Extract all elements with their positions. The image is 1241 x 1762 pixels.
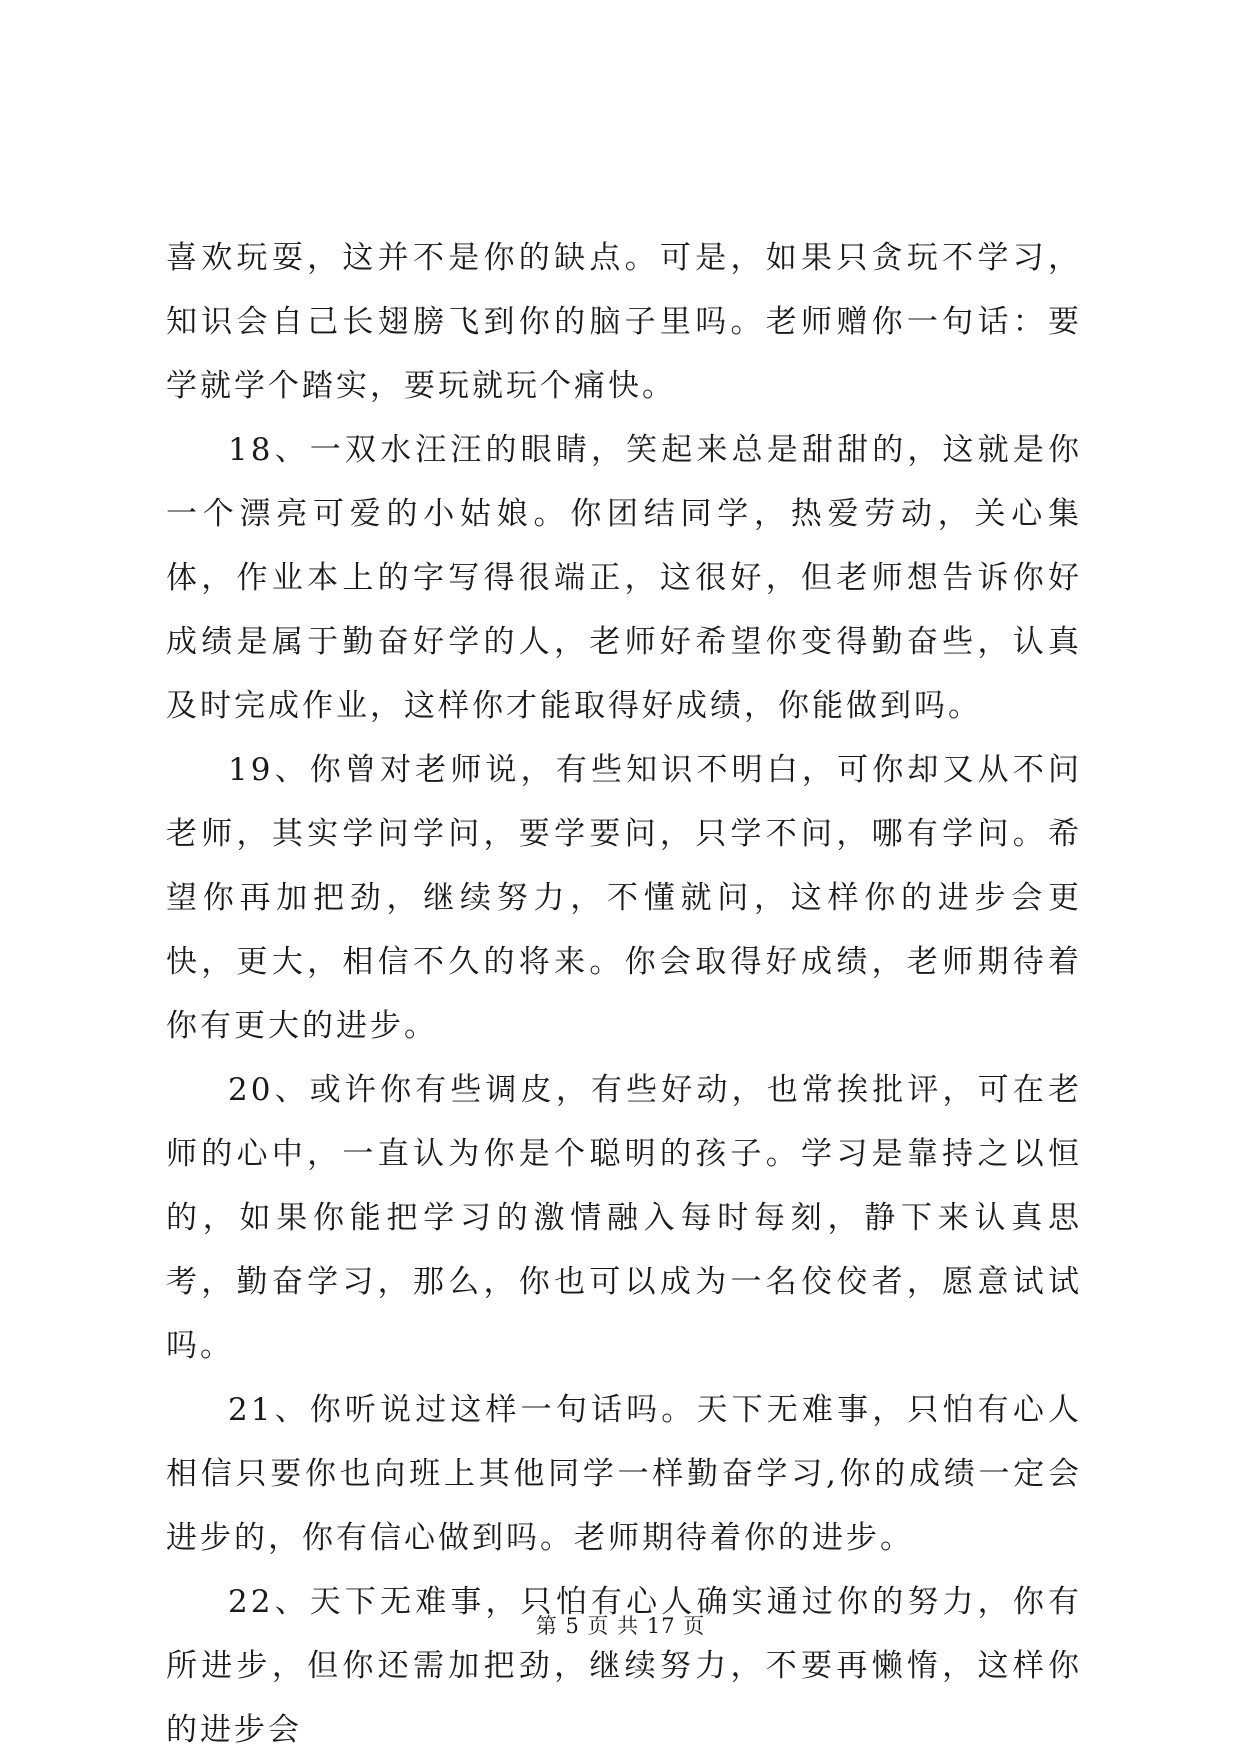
body-text	[166, 226, 1082, 1762]
paragraph-continued: 喜欢玩耍，这并不是你的缺点。可是，如果只贪玩不学习，知识会自己长翅膀飞到你的脑子里吗。老师赠你一句话：要学就学个踏实，要玩就玩个痛快。	[166, 240, 1082, 404]
paragraph-20: 20、或许你有些调皮，有些好动，也常挨批评，可在老师的心中，一直认为你是个聪明的孩子。学习是靠持之以恒的，如果你能把学习的激情融入每时每刻，静下来认真思考，勤奋学习，那么，你也可以成为一名佼佼者，愿意试试吗。	[166, 1072, 1082, 1364]
paragraph-22: 22、天下无难事，只怕有心人确实通过你的努力，你有所进步，但你还需加把劲，继续努力，不要再懒惰，这样你的进步会	[166, 1584, 1082, 1748]
paragraph-21: 21、你听说过这样一句话吗。天下无难事，只怕有心人相信只要你也向班上其他同学一样勤奋学习,你的成绩一定会进步的，你有信心做到吗。老师期待着你的进步。	[166, 1392, 1082, 1556]
page-footer: 第 5 页 共 17 页	[535, 1614, 706, 1638]
paragraph-18: 18、一双水汪汪的眼睛，笑起来总是甜甜的，这就是你一个漂亮可爱的小姑娘。你团结同学，热爱劳动，关心集体，作业本上的字写得很端正，这很好，但老师想告诉你好成绩是属于勤奋好学的人，老师好希望你变得勤奋些，认真及时完成作业，这样你才能取得好成绩，你能做到吗。	[166, 432, 1082, 724]
paragraph-19: 19、你曾对老师说，有些知识不明白，可你却又从不问老师，其实学问学问，要学要问，只学不问，哪有学问。希望你再加把劲，继续努力，不懂就问，这样你的进步会更快，更大，相信不久的将来。你会取得好成绩，老师期待着你有更大的进步。	[166, 752, 1082, 1044]
